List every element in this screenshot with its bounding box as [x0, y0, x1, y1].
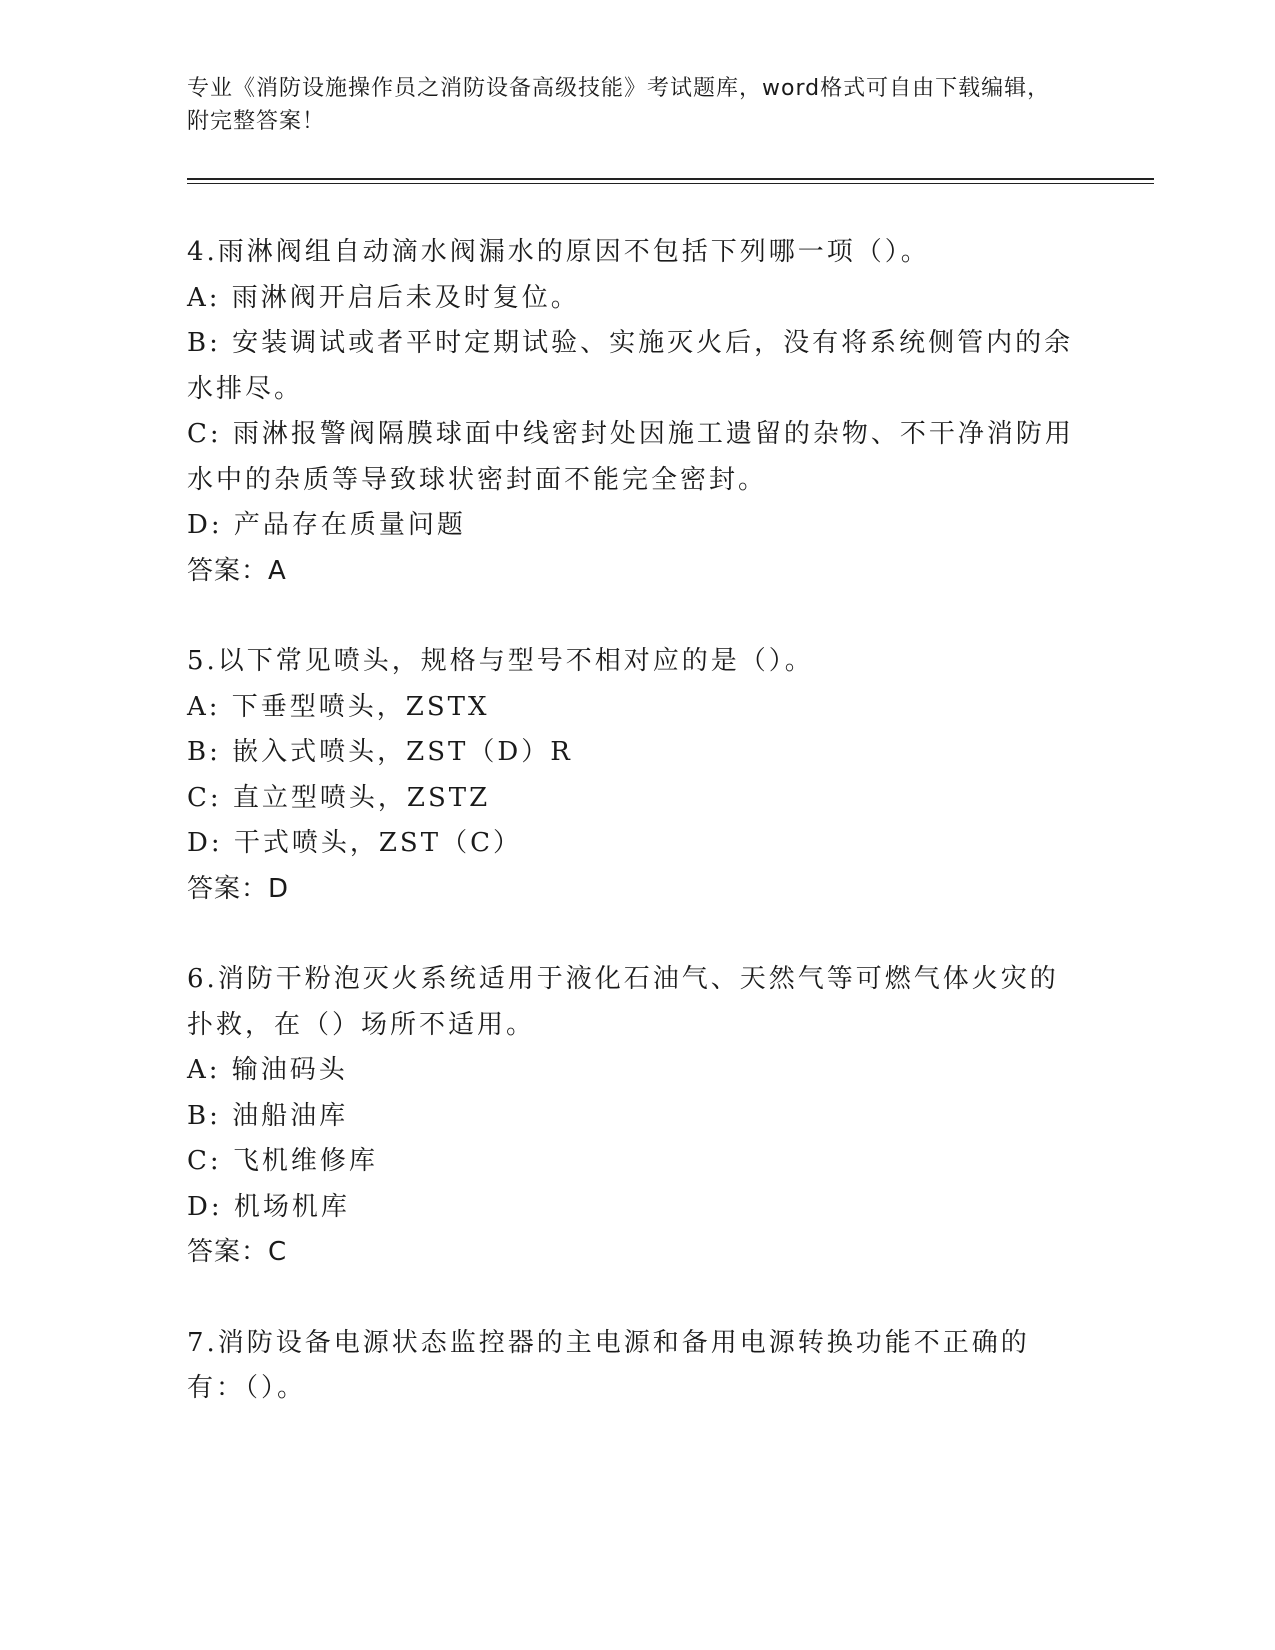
question-6	[187, 957, 1087, 1276]
question-4	[187, 230, 1087, 594]
answer-label: 答案：D	[187, 873, 290, 904]
question-text: 4.雨淋阀组自动滴水阀漏水的原因不包括下列哪一项（）。	[187, 237, 930, 267]
option-d: D: 干式喷头，ZST（C）	[187, 828, 522, 858]
header-rule-thick	[187, 178, 1154, 180]
option-d: D: 机场机库	[187, 1191, 350, 1222]
answer-label: 答案：C	[187, 1237, 288, 1267]
question-text: 5.以下常见喷头，规格与型号不相对应的是（）。	[187, 646, 814, 676]
answer-label: 答案：A	[187, 555, 287, 586]
question-list	[187, 230, 1087, 1457]
option-c: C: 直立型喷头，ZSTZ	[187, 782, 491, 813]
header-rule-thin	[187, 183, 1154, 184]
question-7	[187, 1321, 1087, 1412]
option-b: B: 油船油库	[187, 1100, 349, 1131]
option-b: B: 嵌入式喷头，ZST（D）R	[187, 737, 573, 767]
option-b: B: 安装调试或者平时定期试验、实施灭火后，没有将系统侧管内的余水排尽。	[187, 328, 1074, 404]
document-header: 专业《消防设施操作员之消防设备高级技能》考试题库，word格式可自由下载编辑，附完整答案！	[187, 76, 1051, 134]
question-text: 6.消防干粉泡灭火系统适用于液化石油气、天然气等可燃气体火灾的扑救，在（）场所不适用。	[187, 964, 1059, 1040]
option-a: A: 输油码头	[187, 1055, 348, 1085]
option-c: C: 飞机维修库	[187, 1146, 378, 1176]
option-c: C: 雨淋报警阀隔膜球面中线密封处因施工遗留的杂物、不干净消防用水中的杂质等导致球状密封面不能完全密封。	[187, 419, 1074, 495]
question-5	[187, 639, 1087, 912]
option-a: A: 雨淋阀开启后未及时复位。	[187, 282, 580, 313]
option-a: A: 下垂型喷头，ZSTX	[187, 691, 490, 722]
option-d: D: 产品存在质量问题	[187, 510, 466, 540]
question-text: 7.消防设备电源状态监控器的主电源和备用电源转换功能不正确的有：（）。	[187, 1327, 1030, 1403]
